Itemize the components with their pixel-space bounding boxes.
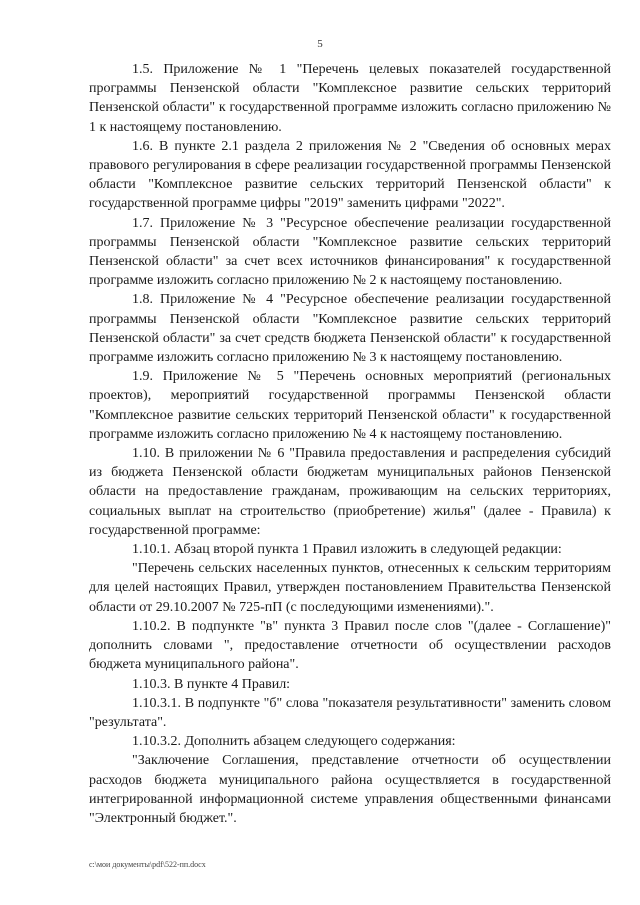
- footer-file-path: c:\мои документы\pdf\522-пп.docx: [89, 860, 206, 869]
- paragraph-1-10-3: 1.10.3. В пункте 4 Правил:: [132, 676, 291, 692]
- page-number: 5: [317, 38, 323, 50]
- paragraph-1-10-3-2: 1.10.3.2. Дополнить абзацем следующего содержания:: [132, 734, 456, 750]
- paragraph-1-10-2: 1.10.2. В подпункте "в" пункта 3 Правил после слов "(далее - Соглашение)" дополнить словами ", предоставление отчетности об осуществлении расходов бюджета муниципального района".: [89, 618, 611, 673]
- paragraph-1-6: 1.6. В пункте 2.1 раздела 2 приложения № 2 "Сведения об основных мерах правового регулирования в сфере реализации государственной программы Пензенской области "Комплексное развитие сельских территорий Пензенской области" к государственной программе цифры "2019" заменить цифрами "2022".: [89, 138, 611, 212]
- paragraph-1-10-3-1: 1.10.3.1. В подпункте "б" слова "показателя результативности" заменить словом "результата".: [89, 695, 611, 730]
- paragraph-1-10-1-quote: "Перечень сельских населенных пунктов, отнесенных к сельским территориям для целей настоящих Правил, утвержден постановлением Правительства Пензенской области от 29.10.2007 № 725-пП (с последующими изменениями).".: [89, 561, 611, 615]
- document-body: [89, 60, 611, 828]
- paragraph-1-5: 1.5. Приложение № 1 "Перечень целевых показателей государственной программы Пензенской области "Комплексное развитие сельских территорий Пензенской области" к государственной программе изложить согласно приложению № 1 к настоящему постановлению.: [89, 62, 611, 135]
- paragraph-1-7: 1.7. Приложение № 3 "Ресурсное обеспечение реализации государственной программы Пензенской области "Комплексное развитие сельских территорий Пензенской области" за счет всех источников финансирования" к государственной программе изложить согласно приложению № 2 к настоящему постановлению.: [89, 215, 611, 289]
- paragraph-1-10-1: 1.10.1. Абзац второй пункта 1 Правил изложить в следующей редакции:: [132, 542, 562, 558]
- paragraph-1-10-3-2-quote: "Заключение Соглашения, представление отчетности об осуществлении расходов бюджета муниципального района осуществляется в государственной интегрированной информационной системе управления общественными финансами "Электронный бюджет.".: [89, 753, 611, 826]
- paragraph-1-9: 1.9. Приложение № 5 "Перечень основных мероприятий (региональных проектов), мероприятий государственной программы Пензенской области "Комплексное развитие сельских территорий Пензенской области" к государственной программе изложить согласно приложению № 4 к настоящему постановлению.: [89, 369, 611, 442]
- paragraph-1-10: 1.10. В приложении № 6 "Правила предоставления и распределения субсидий из бюджета Пензенской области бюджетам муниципальных районов Пензенской области на предоставление гражданам, проживающим на сельских территориях, социальных выплат на строительство (приобретение) жилья" (далее - Правила) к государственной программе:: [89, 446, 611, 538]
- paragraph-1-8: 1.8. Приложение № 4 "Ресурсное обеспечение реализации государственной программы Пензенской области "Комплексное развитие сельских территорий Пензенской области" за счет средств бюджета Пензенской области" к государственной программе изложить согласно приложению № 3 к настоящему постановлению.: [89, 292, 611, 366]
